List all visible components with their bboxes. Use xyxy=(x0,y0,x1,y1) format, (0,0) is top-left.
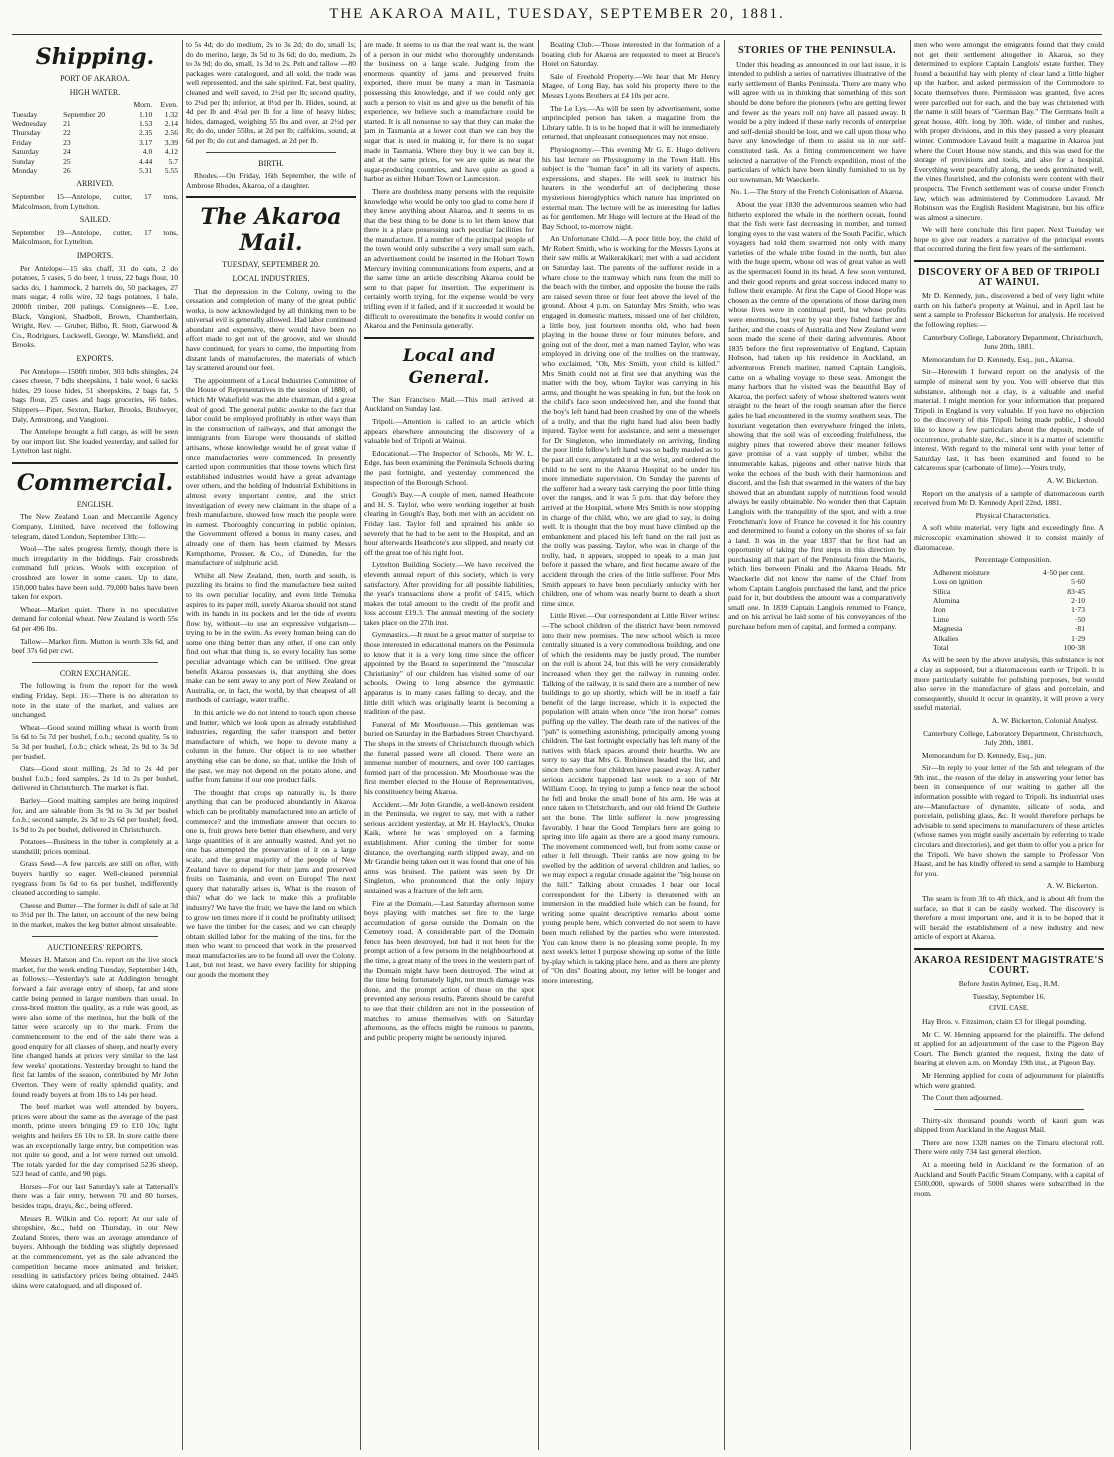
tripoli-heading: DISCOVERY OF A BED OF TRIPOLI AT WAINUI. xyxy=(917,267,1101,288)
corn-paragraph: The following is from the report for the week ending Friday, Sept. 16:—There is no alteration to note in the state of the market, and values are unchanged. xyxy=(12,681,178,720)
section-rule xyxy=(12,462,178,464)
composition-table xyxy=(933,568,1085,653)
tripoli-paragraph: The seam is from 3ft to 4ft thick, and is about 4ft from the surface, so that it can be easily worked. The discovery is therefore a most important one, and it is to be hoped that it will herald the establishment of a new industry and new article of export at Akaroa. xyxy=(914,894,1104,942)
local-general-heading: Local and General. xyxy=(402,345,496,388)
local-item: Gymnastics.—It must be a great matter of surprise to those interested in educational matters on the Peninsula to know that it is a very long time since the officer appointed by the Board to superintend the "muscular Christianity" of our children has visited some of our schools. Owing to long absence the gymnastic apparatus is in many cases falling to decay, and the little drill which was originally learnt is becoming a tradition of the past. xyxy=(364,630,534,717)
column-divider xyxy=(538,40,539,1450)
tide-row: Wednesday 21 1.53 2.14 xyxy=(12,119,178,128)
corn-paragraph: Barley—Good malting samples are being inquired for, and are saleable from 3s 9d to 3s 3d per bushel f.o.b.; second sample, 2s 3d to 2s 6d per bushel; feed, 1s 9d to 2s per bushel, delivered in Christchurch. xyxy=(12,795,178,834)
composition-row: Alumina 2·10 xyxy=(933,595,1085,605)
corn-paragraph: Oats—Good stout milling, 2s 3d to 2s 4d per bushel f.o.b.; feed samples, 2s 1d to 2s per bushel, delivered in Christchurch. The market is flat. xyxy=(12,764,178,793)
leader-continued: There are doubtless many persons with the requisite knowledge who would be only too glad to come here if they knew anything about Akaroa, and it seems to us that the best thing to be done is to let them know that there is a place possessing such peculiar facilities for the manufacture. If a number of the principal people of the town would only subscribe a very small sum each, an advertisement could be inserted in the Hobart Town Mercury inviting communications from experts, and at the same time an article describing Akaroa could be sent to that paper for insertion. The experiment is certainly worth trying, for the expense would be very trifling even if it failed, and if it succeeded it would be difficult to overestimate the benefits it would confer on Akaroa and the Peninsula generally. xyxy=(364,186,534,331)
tripoli-paragraph: A soft white material, very light and exceedingly fine. A microscopic examination showed it to consist mainly of diatomaceae. xyxy=(914,523,1104,552)
column-2 xyxy=(186,40,356,1450)
column-3 xyxy=(364,40,534,1450)
corn-paragraph: Potatoes—Business in the tuber is completely at a standstill; prices nominal. xyxy=(12,837,178,856)
imports-heading: IMPORTS. xyxy=(76,251,114,260)
high-water-title: HIGH WATER. xyxy=(69,87,121,97)
court-paragraph: Mr Henning applied for costs of adjournment for plaintiffs which were granted. xyxy=(914,1070,1104,1090)
local-item: Educational.—The Inspector of Schools, Mr W. L. Edge, has been examining the Peninsula Schools during the past fortnight, and yesterday commenced the inspection of the Borough School. xyxy=(364,448,534,487)
stories-conclusion: We will here conclude this first paper. Next Tuesday we hope to give our readers a narrative of the principal events that occurred during the first few years of the settlement. xyxy=(914,225,1104,254)
section-rule xyxy=(32,662,158,663)
local-item: Gough's Bay.—A couple of men, named Heathcote and H. S. Taylor, who were working together at bush clearing in Gough's Bay, both met with an accident on Friday last. Taylor fell and sprained his ankle so severely that he had to be sent to the Hospital, and an hour afterwards Heathcote's axe slipped, and nearly cut off the great toe of his right foot. xyxy=(364,490,534,557)
paper-title: The Akaroa Mail. xyxy=(200,204,342,257)
local-item: Little River.—Our correspondent at Little River writes:—The school children of the district have been removed into their new premises. The new school which is more centrally situated is a very commodious building, and one of which the residents may be justly proud. The number on the roll is about 24, but this will be very considerably increased when they get the railway in running order. Talking of the railway, it is said there are a number of new buildings to go up shortly, which will be in itself a fair benefit of the large increase, which it is expected the population will attain when once "the iron horse" comes puffing up the valley. The death rate of the natives of the "pah" is something astonishing, principally among young children. The last fortnight especially has left many of the natives with black spaces around their hearths. We are sorry to say that Mrs G. Robinson headed the list, and since then some four children have passed away. A rather serious accident happened last week to a son of Mr William Coop. In trying to jump a fence near the school he fell and broke the small bone of his arm. He was at once taken to Christchurch, and our old friend Dr Guthrie set the bone. The little sufferer is now progressing favorably. I hear the Good Templars here are going to spring into life again as there are a good many rumours. The movement commenced well, but from some cause or other it fell through. Their ranks are now going to be swelled by the addition of several children and ladies, so we may expect a regular crusade against the "big house on the hill." Talking about crusades I hear our local correspondent for the Liberty is threatened with an immersion in the muddied hole which can be found, for writing some quaint descriptive remarks about some young people here, which converted do not seem to have been much relished by the parties who were interested. You can know there is no pleasing some people. In my next week's letter I purpose showing up some of the little by-play which is taking place here, and as there are plenty of "On dits" floating about, my letter will be longer and more interesting. xyxy=(542,611,720,985)
composition-heading: Percentage Composition. xyxy=(974,555,1052,565)
tide-row: Saturday 24 4.0 4.12 xyxy=(12,147,178,157)
auction-paragraph: Messrs H. Matson and Co. report on the live stock market, for the week ending Tuesday, September 14th, as follows:—Yesterday's sale at Addington brought forward a fair average entry of sheep, fat and store cattle being penned in larger numbers than usual. In cross-bred mutton the quality, as a rule was good, as were also some of the merinos, but the bulk of the latter were scarcely up to the mark. From the commencement to the end of the sale there was a good enquiry for all classes of sheep, and nearly every line changed hands at prices very similar to the last few weeks' quotations. Yesterday brought to hand the first fat lambs of the season, contributed by Mr John Overton. They were of really splendid quality, and found ready buyers at from 18s to 14s per head. xyxy=(12,955,178,1099)
leader-paragraph: In this article we do not intend to touch upon cheese and butter, which we look upon as already established industries, regarding the safer transport and better manufacture of which, we hope to devote many a column in the future. Our object is to see whether anything else can be done, so that, unlike the Irish of the past, we may not depend on the potato alone, and suffer from famine if our one product fails. xyxy=(186,708,356,785)
local-item: Fire at the Domain.—Last Saturday afternoon some boys playing with matches set fire to the large accumulation of gorse outside the Domain on the Cemetery road. A considerable part of the Domain fence has been destroyed, but had it not been for the prompt action of a few persons in the neighbourhood at the time, a great many of the trees in the western part of the Domain might have been destroyed. The wind at the time being fortunately light, not much damage was done, and the prompt action of those on the spot prevented any serious results. Parents should be careful to see that their children are not in the possession of matches to amuse themselves with on Saturday afternoons, as the effects might be ruinous to parents, and public property might be seriously injured. xyxy=(364,898,534,1042)
market-continued: to 5s 4d; do do medium, 2s to 3s 2d; do do, small 1s; do do merino, large, 3s 5d to 3s 6d; do do, medium, 2s to 3s 9d; do do, small, 1s 3d to 2s. Pelt and tallow —80 packages were catalogued, and all sold, the trade was well represented, and the sale spirited. Fat, best quality, cleaned and well saved, to 2½d per lb; second quality, to 2¼d per lb; inferior, at 0½d per lb. Hides, sound, at 4d per lb and 4¼d per lb for a line of heavy hides; hides, damaged, weighing 55 lbs and over, at 2½d per lb; do do, under 55lbs, at 2d per lb; calfskins, sound, at 6d per lb; do cut and damaged, at 2d per lb. xyxy=(186,40,356,145)
section-rule xyxy=(364,337,534,339)
column-divider xyxy=(182,40,183,1450)
shipping-heading: Shipping. xyxy=(35,44,155,70)
section-rule xyxy=(914,948,1104,950)
arrived-text: September 15—Antelope, cutter, 17 tons, Malcolmson, from Lyttelton. xyxy=(12,192,178,211)
leader-paragraph: The thought that crops up naturally is, Is there anything that can be produced abundantly in Akaroa which can be profitably manufactured into an article of commerce? and the immediate answer that occurs to one is, fruit grows here better than elsewhere, and very large quantities of it are annually wasted. And yet no one has attempted the preservation of it on a large scale, and the great majority of the people of New Zealand have to depend for their jams and preserved fruits on Tasmania, and even on Europe! The next query that naturally arises is, What is the reason of this? what do we lack to make this a profitable industry? We have the fruit; we have the land on which to grow ten times more if it could be profitably utilised; we have the timber for the cases; and we can cheaply obtain skilled labor for the making of the tins, for the men who want to proceed that work in the preserved meat manufactories are to be found all over the Colony. Last, but not least, we have every facility for shipping our goods the moment they xyxy=(186,787,356,980)
leader-heading: LOCAL INDUSTRIES. xyxy=(232,273,310,283)
port-title: PORT OF AKAROA. xyxy=(60,74,130,83)
stories-subheading: No. 1.—The Story of the French Colonisation of Akaroa. xyxy=(730,187,904,197)
tripoli-address: Canterbury College, Laboratory Department, Christchurch, June 20th, 1881. xyxy=(923,332,1103,352)
tripoli-signature: A. W. Bickerton. xyxy=(1046,881,1098,891)
local-item: The Le Lys.—As will be seen by advertisement, some unprincipled person has taken a magazine from the Library table. It is to be hoped that it will be immediately returned, that unpleasant consequences may not ensue. xyxy=(542,103,720,142)
imports-text: Per Antelope—15 sks chaff, 31 do oats, 2 do potatoes, 5 cases, 5 do beer, 1 truss, 22 bags flour, 10 sacks do, 1 hammock, 2 barrels do, 50 packages, 27 mats sugar, 4 rolls wire, 32 bags potatoes, 1 bale, 2000ft timber, 200 palings. Consignees—E. Lee, Black, Vangioni, Shadbolt, Brown, Chamberlain, Wright, Rev. — Gruber, Bilbo, R. Stott, Garwood & Co., Rodrigues, Luckwell, George, W. Mansfield, and Brooks. xyxy=(12,263,178,350)
commercial-paragraph: Wheat—Market quiet. There is no speculative demand for colonial wheat. New Zealand is worth 55s 6d per 496 lbs. xyxy=(12,604,178,633)
composition-row: Iron 1·73 xyxy=(933,605,1085,615)
commercial-paragraph: The New Zealand Loan and Mercantile Agency Company, Limited, have received the following telegram, dated London, September 13th:— xyxy=(12,512,178,541)
stories-heading: STORIES OF THE PENINSULA. xyxy=(738,45,896,56)
tide-col-morn: Morn. xyxy=(133,100,153,110)
local-item: Tripoli.—Attention is called to an article which appears elsewhere announcing the discovery of a valuable bed of Tripoli at Wainui. xyxy=(364,417,534,446)
tripoli-paragraph: Sir—Herewith I forward report on the analysis of the sample of mineral sent by you. You will observe that this substance, although not a clay, is a valuable and useful material. I might mention for your information that prepared Tripoli in England is very valuable. If you have no objection to the discovery of this Tripoli being made public, I should like to know a few particulars about the deposit, mode of occurrence, probable size, &c., since it is a matter of scientific interest. With regard to the mineral sent with your letter of Saturday last, it has been examined and found to be calcareous spar (carbonate of lime).—Yours truly, xyxy=(914,367,1104,473)
tripoli-signature: A. W. Bickerton, Colonial Analyst. xyxy=(991,715,1098,725)
civil-heading: CIVIL CASE. xyxy=(989,1004,1029,1013)
news-item: At a meeting held in Auckland re the formation of an Auckland and South Pacific Steam Company, with a capital of £500,000, upwards of 5000 shares were subscribed in the room. xyxy=(914,1160,1104,1198)
composition-row: Magnesia ·81 xyxy=(933,624,1085,634)
tide-row: Thursday 22 2.35 2.56 xyxy=(12,128,178,138)
tripoli-paragraph: Mr D. Kennedy, jun., discovered a bed of very light white earth on his father's property at Wainui, and in April last he sent a sample to Professor Bickerton for analysis. He received the following replies:— xyxy=(914,291,1104,330)
auction-paragraph: The beef market was well attended by buyers, prices were about the same as the average of the past month, prime steers bringing £9 to £10 10s; light weights and heifers £6 10s to £8. In store cattle there was an exceptionally large entry, but competition was not quite so good, and a lot were turned out unsold. The totals yarded for the day comprised 5236 sheep, 523 head of cattle, and 90 pigs. xyxy=(12,1102,178,1179)
tide-col-even: Even. xyxy=(160,100,178,110)
leader-continued: are made. It seems to us that the real want is, the want of a person in our midst who thoroughly understands the business on a large scale. Judging from the enormous quantity of jams and preserved fruits exported, there must be many a man in Tasmania possessing this knowledge, and if we could only get such a person to visit us and give us the benefit of his experience, we believe such a manufacture could be started. It is all nonsense to say that they can make the jam in Tasmania at a lower cost than we can buy the sugar that is used in making it, for there is no sugar made in Tasmania. Where they buy it we can buy it, and at the same prices, for we are quite as near the sugar-producing countries, and have quite as good a harbor as either Hobart Town or Launceston. xyxy=(364,40,534,184)
column-divider xyxy=(360,40,361,1450)
composition-row: Loss on ignition 5·60 xyxy=(933,577,1085,587)
tripoli-memo: Memorandum for D. Kennedy, Esq., jun., Akaroa. xyxy=(922,354,1074,364)
tripoli-paragraph: Sir—In reply to your letter of the 5th and telegram of the 9th inst., the reason of the delay in answering your letter has been in consequence of our waiting to gather all the information possible with regard to Tripoli. Its industrial uses are—Manufacture of dynamite, silicate of soda, and porcelain, polishing glass, &c. It would therefore perhaps be advisable to send specimens to manufacturers of these articles (whose names you might easily ascertain by referring to trade circulars and directories), and get them to offer you a price for the Tripoli. We have shown the sample to Professor Von Haast, and he has kindly offered to send a sample to Hamburg for you. xyxy=(914,763,1104,878)
auction-heading: AUCTIONEERS' REPORTS. xyxy=(47,942,143,952)
court-paragraph: The Court then adjourned. xyxy=(922,1093,1003,1103)
column-1 xyxy=(12,40,178,1450)
leader-paragraph: The appointment of a Local Industries Committee of the House of Representatives in the session of 1880, of which Mr Wakefield was the able chairman, did a great deal of good. The general public awoke to the fact that labor could be employed profitably in other ways than in the construction of railways, and that amongst the immigrants from Europe were thousands of skilled artisans, whose knowledge would be of great value if once manufactories were commenced. In presently carried upon communities that those towns which first established industries would have a great advantage over others, and the holding of Industrial Exhibitions in almost every important centre, and the strict investigation of every new claimant in the shape of a fresh manufacture, showed how much the people were in earnest. Thoroughly concurring in public opinion, the Government offered a bonus in many cases, and already one of them has been claimed by Messrs Kempthorne, Prosser, & Co., of Dunedin, for the manufacture of sulphuric acid. xyxy=(186,375,356,568)
local-item: Physiognomy.—This evening Mr G. E. Hugo delivers his last lecture on Physiognomy in the Town Hall. His subject is the "human face" in all its variety of aspects, expressions, and shapes. He will seek to instruct his hearers in the wonderful art of deciphering those mysterious hieroglyphics which nature has imprinted on external man. The lecture will be as interesting for ladies as for gentlemen. Mr Hugo will lecture at the Head of the Bay School, to-morrow night. xyxy=(542,144,720,231)
tide-row: Tuesday September 20 1.10 1.32 xyxy=(12,109,178,119)
tide-row: Sunday 25 4.44 5.7 xyxy=(12,156,178,166)
auction-paragraph: Messrs R. Wilkin and Co. report: At our sale of shropshire, &c., held on Thursday, in our New Zealand Stores, there was an average attendance of buyers. Although the bidding was slightly depressed at the commencement, yet as the sale advanced the competition became more animated and brisker, resulting in satisfactory prices being obtained. 2445 skins were catalogued, and all disposed of. xyxy=(12,1213,178,1290)
column-6 xyxy=(914,40,1104,1450)
shipping-note: The Antelope brought a full cargo, as will be seen by our import list. She loaded yesterday, and sailed for Lyttelton last night. xyxy=(12,427,178,456)
section-rule xyxy=(934,1109,1084,1110)
local-item: The San Francisco Mail.—This mail arrived at Auckland on Sunday last. xyxy=(364,394,534,414)
birth-heading: BIRTH. xyxy=(258,158,284,168)
section-rule xyxy=(32,936,158,937)
column-divider xyxy=(910,40,911,1450)
arrived-heading: ARRIVED. xyxy=(76,179,114,189)
local-item: Lyttelton Building Society.—We have received the eleventh annual report of this society, which is very satisfactory. After providing for all possible liabilities, the year's transactions show a profit of £415, which makes the total amount to the credit of the profit and loss account £19.3. The annual meeting of the society takes place on the 27th inst. xyxy=(364,560,534,627)
tripoli-paragraph: Report on the analysis of a sample of diatomaceous earth received from Mr D. Kennedy April 22nd, 1881. xyxy=(914,488,1104,508)
tripoli-memo: Memorandum for D. Kennedy, Esq., jun. xyxy=(922,750,1047,760)
english-heading: ENGLISH. xyxy=(76,499,114,509)
stories-paragraph: About the year 1830 the adventurous seamen who had hitherto explored the whale in the northern ocean, found that the fish were fast decreasing in number, and turned longing eyes to the vast waters of the South Pacific, which voyagers had told them swarmed not only with many varieties of the whale tribe found in the north, but also with the huge sperm, whose oil was of great value as well as the spermaceti found in its head. A few soon ventured, and their good reports and great success induced many to follow their example. At first the Cape of Good Hope was chosen as the centre of the operations of those daring men whose lives were in continual peril, but whose profits were enormous, but year by year they fished farther and farther, and the coasts of Australia and New Zealand were soon made the scene of their daring adventures. About 1835 before the first representative of England, Captain Hobson, had taken up his residence in Auckland, an adventurous French mariner, named Captain Langlois, came on a whaling voyage to these seas. Amongst the many harbors that he visited was the beautiful Bay of Akaroa, the perfect safety of whose sheltered waters went straight to the heart of the rough seaman after the fierce gales he had encountered in the stormy southern seas. The luxuriant vegetation then everywhere fringed the inlets, showing that the soil was of exceeding fruitfulness, the mighty pines that towered above their meaner fellows gave promise of a vast supply of timber, whilst the innumerable kakas, pigeons and other native birds that woke the echoes of the bush with their harmonious and discord, and the fish that swarmed in the waters of the bay showed that an abundant supply of nutritious food would always be easily obtainable. No wonder then that Captain Langlois with the tranquility of the spot, and with a true Frenchman's love of France he coveted it for his country and determined to found a colony on the shores of so fair a land. It was in the year 1837 that he first had an opportunity of taking the first steps in this direction by purchasing all that part of the Peninsula from the Maoris, which lies between Pinaki and the Akaroa Heads. Mr Waeckerle did not know the name of the Chief from whom Captain Langlois purchased the land, and the price paid for it, but doubtless the amount was a comparatively small one. In 1839 Captain Langlois returned to France, and on his arrival he laid some of his conveyances of the purchase before men of capital, and formed a company. xyxy=(728,199,906,632)
auction-paragraph: Horses—For our last Saturday's sale at Tattersall's there was a fair entry, between 70 and 80 horses, besides traps, drays, &c., being offered. xyxy=(12,1181,178,1211)
commercial-paragraph: Wool—The sales progress firmly, though there is much irregularity in the biddings. Fair crossbreds command full prices. Wools with exception of crossbred are lower in some cases. Up to date, 150,000 bales have been sold. 79,000 bales have been taken for export. xyxy=(12,544,178,602)
column-4 xyxy=(542,40,720,1450)
composition-row: Lime ·50 xyxy=(933,614,1085,624)
tide-row: Monday 26 5.31 5.55 xyxy=(12,166,178,176)
exports-text: Per Antelope—1500ft timber, 303 bdls shingles, 24 cases cheese, 7 bdls sheepskins, 1 bale wool, 6 sacks hides, 29 loose hides, 51 sheepskins, 2 bags fat, 5 bags flour, 25 cases and bags groceries, 66 hides. Shippers—Piper, Sexton, Barker, Brooks, Bruhwyer, Daly, Armstrong, and Vangioni. xyxy=(12,366,178,424)
composition-row: Silica 83·45 xyxy=(933,586,1085,596)
local-item: Funeral of Mr Moorhouse.—This gentleman was buried on Saturday in the Barbadoes Street Churchyard. The shops in the streets of Christchurch through which the funeral passed were all closed. There were an immense number of mourners, and over 100 carriages formed part of the procession. Mr Moorhouse was the first member elected to the House of Representatives, his constituency being Akaroa. xyxy=(364,719,534,796)
exports-heading: EXPORTS. xyxy=(76,353,114,363)
court-date: Tuesday, September 16. xyxy=(972,991,1046,1001)
section-rule xyxy=(914,260,1104,262)
leader-date: TUESDAY, SEPTEMBER 20. xyxy=(222,260,320,270)
sailed-heading: SAILED. xyxy=(79,215,111,225)
section-rule xyxy=(186,196,356,198)
composition-total: Total 100·38 xyxy=(933,642,1085,652)
commercial-heading: Commercial. xyxy=(16,469,174,496)
court-heading: AKAROA RESIDENT MAGISTRATE'S COURT. xyxy=(914,954,1104,976)
composition-row: Adherent moisture 4·50 per cent. xyxy=(933,567,1085,577)
column-5 xyxy=(728,40,906,1450)
tripoli-paragraph: As will be seen by the above analysis, this substance is not a clay as supposed, but a diatomaceous earth or Tripoli. It is more particularly suitable for polishing purposes, but would also serve in the manufacture of glass and porcelain, and consequently, should it occur in quantity, it will prove a very useful material. xyxy=(914,655,1104,713)
corn-heading: CORN EXCHANGE. xyxy=(59,668,131,678)
court-paragraph: Mr C. W. Henning appeared for the plaintiffs. The defend nt applied for an adjournment of the case to the Pigeon Bay Court. The Bench granted the request, fixing the date of hearing at eleven a.m. on Monday 19th inst., at Pigeon Bay. xyxy=(914,1029,1104,1068)
stories-continued: men who were amongst the emigrants found that they could not get their settlement altogether in Akaroa, so they determined to explore Captain Langlois' estate further. They found a beautiful bay with plenty of clear land a little higher up the harbor, and asked permission of the Commodore to locate themselves there. Permission was granted, five acres were parcelled out for each, and the bay was christened with the name it still bears of "German Bay." The Germans built a great house, 40ft. long by 30ft. wide, of timber and rushes, with proper divisions, and in this they passed a very pleasant winter. Commodore Lavaud built a magazine in Akaroa just where the Court House now stands, and this was used for the storage of provisions and tools, and also for a hospital. Everything went peacefully along, the seeds germinated well, the vines flourished, and the colonists were content with their prospects. The French settlement was of course under French law, which was administered by Commodore Lavaud. Mr Robinson was the English Resident Magistrate, but his office was almost a sinecure. xyxy=(914,40,1104,222)
masthead: THE AKAROA MAIL, TUESDAY, SEPTEMBER 20, 1881. xyxy=(329,6,785,22)
court-before: Before Justin Aylmer, Esq., R.M. xyxy=(958,979,1060,989)
tripoli-signature: A. W. Bickerton. xyxy=(1046,475,1098,485)
local-item: An Unfortunate Child.—A poor little boy, the child of Mr Robert Smith, who is working for the Messrs Lyons at their saw mills at Waikerakikari; met with a sad accident on Saturday last. The parents of the sufferer reside in a whare close to the tramway which runs from the mill to the beach with the timber, and opposite the house the rails are raised seven three or four feet above the level of the ground. About 4 p.m. on Saturday Mrs Smith, who was engaged in domestic matters, missed one of her children, a little boy, just fourteen months old, who had been playing in the house three or four minutes before, and going out of the door, met a man named Taylor, who was employed in driving one of the trollies on the tramway, who exclaimed, "Oh, Mrs Smith, your child is killed." Mrs Smith could not at first see that anything was the matter with the boy, whom Taylor was carrying in his arms, and thought he was speaking in fun, but the look on the child's face soon undeceived her, and she found that the boy's left hand had been crushed by one of the wheels of a trolly, and that the right hand had also been badly injured. Taylor went for assistance, and sent a messenger for Dr Singleton, who immediately on arriving, finding the poor little fellow's left hand was so badly mauled as to be past all cure, amputated it at the wrist, and ordered the child to be sent to the Akaroa Hospital to be under his more immediate supervision. On Sunday the parents of the sufferer had a weary task carrying the poor little thing over the ranges, and it was 5 p.m. that day before they arrived at the Hospital, where Mrs Smith is now stopping in charge of the child, who, we are glad to say, is doing well. It is thought that the boy must have climbed up the embankment and placed his left hand on the rail just as the trolly was passing. Taylor, who was in charge of the trolly, had, it appears, stopped to speak to a man just before it passed the whare, and first became aware of the accident through the cries of the little sufferer. Poor Mrs Smith appears to have been peculiarly unlucky with her children, one of whom was nearly burnt to death a short time since. xyxy=(542,234,720,608)
corn-paragraph: Grass Seed—A few parcels are still on offer, with buyers hardly so eager. Well-cleaned perennial ryegrass from 5s 6d to 6s per bushel, indifferently cleaned according to sample. xyxy=(12,859,178,898)
tide-row: Friday 23 3.17 3.39 xyxy=(12,137,178,147)
sailed-text: September 19—Antelope, cutter, 17 tons, Malcolmson, for Lyttelton. xyxy=(12,227,178,247)
column-divider xyxy=(724,40,725,1450)
tripoli-address: Canterbury College, Laboratory Department, Christchurch, July 20th, 1881. xyxy=(923,728,1103,748)
stories-paragraph: Under this heading as announced in our last issue, it is intended to publish a series of narratives illustrative of the early settlement of Banks Peninsula. There are many who will agree with us in thinking that something of this sort should be done before the pioneers (who are getting fewer and fewer as the years roll on) have all passed away. It would be a pity indeed if these early records of enterprise and self-denial should be lost, and we call upon those who have any knowledge of them to assist us in our self-constituted task. As a fitting commencement we have selected a narrative of the French expedition, most of the particulars of which have been kindly furnished to us by our townsman, Mr Waeckerle. xyxy=(728,59,906,184)
local-item: Accident.—Mr John Grandie, a well-known resident in the Peninsula, we regret to say, met with a rather serious accident yesterday, at Mr H. Haylock's, Onuku Kaik, where he was employed on a farming establishment. After cutting the timber for some distance, the overhanging earth slipped away, and on Mr Grandie being taken out it was found that one of his arms was bruised. The patient was seen by Dr Singleton, who pronounced that the only injury sustained was a fracture of the left arm. xyxy=(364,799,534,895)
news-item: There are now 1328 names on the Timaru electoral roll. There were only 734 last general election. xyxy=(914,1137,1104,1157)
local-item: Sale of Freehold Property.—We hear that Mr Henry Magee, of Long Bay, has sold his property there to the Messrs Lyons Brothers at £4 10s per acre. xyxy=(542,71,720,100)
masthead-rule xyxy=(12,34,1102,35)
commercial-paragraph: Tallow—Market firm. Mutton is worth 33s 6d, and beef 37s 6d per cwt. xyxy=(12,636,178,656)
leader-paragraph: Whilst all New Zealand, then, north and south, is puzzling its brains to find the manufacture best suited to its own peculiar locality, and even little Temuka aspires to its paper mill, surely Akaroa should not stand with its hands in its pockets and let the tide of events flow by, without—to use an expressive vulgarism—trying to be in the swim. As every human being can do some one thing better than any other, if one can only find out what that thing is, so every locality has some peculiar advantage which can be utilised. One great benefit Akaroa possesses is, that anything she does make can be sent away to any port of New Zealand or Australia, or, in fact, the world, by that cheapest of all methods of carriage, water traffic. xyxy=(186,570,356,705)
news-item: Thirty-six thousand pounds worth of kauri gum was shipped from Auckland in the August Mail. xyxy=(914,1115,1104,1135)
birth-notice: Rhodes.—On Friday, 16th September, the wife of Ambrose Rhodes, Akaroa, of a daughter. xyxy=(186,171,356,190)
section-rule xyxy=(206,152,336,153)
tripoli-subheading: Physical Characteristics. xyxy=(975,510,1051,520)
corn-paragraph: Wheat—Good sound milling wheat is worth from 5s 6d to 5s 7d per bushel, f.o.b.; second quality, 5s to 5s 3d per bushel, f.o.b.; chick wheat, 2s 9d to 3s 3d per bushel. xyxy=(12,722,178,761)
composition-row: Alkalies 1·29 xyxy=(933,633,1085,643)
leader-paragraph: That the depression in the Colony, owing to the cessation and completion of many of the great public works, is now acknowledged by all thinking men to be universal evil is generally allowed. Had labor continued abundant and expensive, there would have been no effort made to get out of the groove, and we should have continued, for years to come, the importing from distant lands of manufactures, the materials of which lay scattered around our feet. xyxy=(186,286,356,373)
local-item: Boating Club.—Those interested in the formation of a boating club for Akaroa are requested to meet at Bruce's Hotel on Saturday. xyxy=(542,40,720,69)
tide-table xyxy=(12,100,178,175)
court-paragraph: Hay Bros. v. Fitzsimon, claim £3 for illegal pounding. xyxy=(922,1016,1087,1026)
corn-paragraph: Cheese and Butter—The former is dull of sale at 3d to 3½d per lb. The latter, on account of the new being in the market, makes the keg butter almost unsaleable. xyxy=(12,900,178,930)
